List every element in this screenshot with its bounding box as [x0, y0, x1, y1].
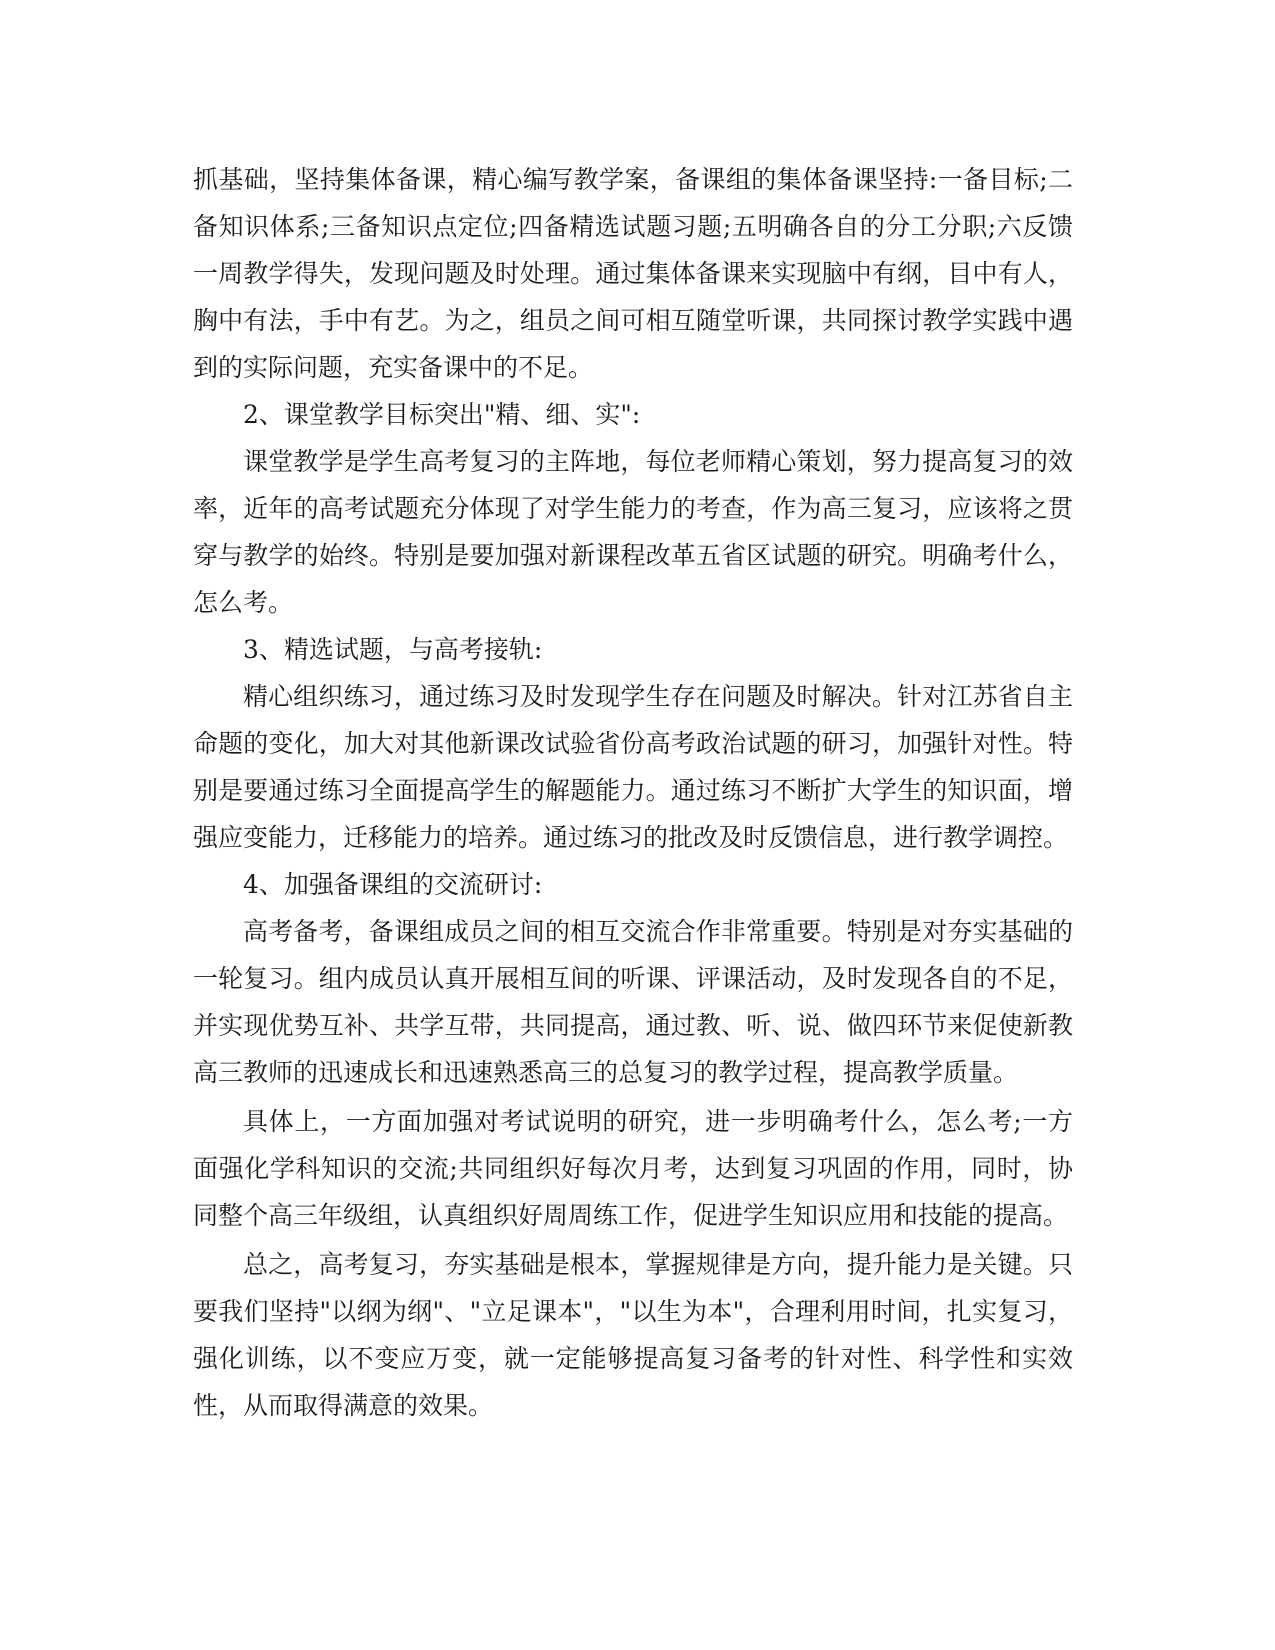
- paragraph-specifics: 具体上，一方面加强对考试说明的研究，进一步明确考什么，怎么考;一方面强化学科知识的交流;共同组织好每次月考，达到复习巩固的作用，同时，协同整个高三年级组，认真组织好周周练工作，促进学生知识应用和技能的提高。: [193, 1107, 1073, 1230]
- paragraph-conclusion: 总之，高考复习，夯实基础是根本，掌握规律是方向，提升能力是关键。只要我们坚持"以纲为纲"、"立足课本"，"以生为本"，合理利用时间，扎实复习，强化训练，以不变应万变，就一定能够提高复习备考的针对性、科学性和实效性，从而取得满意的效果。: [193, 1250, 1073, 1420]
- paragraph-group-exchange: 高考备考，备课组成员之间的相互交流合作非常重要。特别是对夯实基础的一轮复习。组内成员认真开展相互间的听课、评课活动，及时发现各自的不足，并实现优势互补、共学互带，共同提高，通过教、听、说、做四环节来促使新教高三教师的迅速成长和迅速熟悉高三的总复习的教学过程，提高教学质量。: [193, 917, 1073, 1087]
- heading-classroom-goals: 2、课堂教学目标突出"精、细、实":: [243, 400, 641, 429]
- paragraph-practice: 精心组织练习，通过练习及时发现学生存在问题及时解决。针对江苏省自主命题的变化，加大对其他新课改试验省份高考政治试题的研习，加强针对性。特别是要通过练习全面提高学生的解题能力。通过练习不断扩大学生的知识面，增强应变能力，迁移能力的培养。通过练习的批改及时反馈信息，进行教学调控。: [193, 682, 1073, 852]
- heading-select-questions: 3、精选试题，与高考接轨:: [243, 635, 543, 664]
- paragraph-collective-lesson-prep: 抓基础，坚持集体备课，精心编写教学案，备课组的集体备课坚持:一备目标;二备知识体系;三备知识点定位;四备精选试题习题;五明确各自的分工分职;六反馈一周教学得失，发现问题及时处理。通过集体备课来实现脑中有纲，目中有人，胸中有法，手中有艺。为之，组员之间可相互随堂听课，共同探讨教学实践中遇到的实际问题，充实备课中的不足。: [193, 165, 1073, 382]
- heading-group-exchange: 4、加强备课组的交流研讨:: [243, 870, 543, 899]
- document-body: [193, 156, 1073, 1429]
- paragraph-classroom-teaching: 课堂教学是学生高考复习的主阵地，每位老师精心策划，努力提高复习的效率，近年的高考试题充分体现了对学生能力的考查，作为高三复习，应该将之贯穿与教学的始终。特别是要加强对新课程改革五省区试题的研究。明确考什么，怎么考。: [193, 447, 1073, 617]
